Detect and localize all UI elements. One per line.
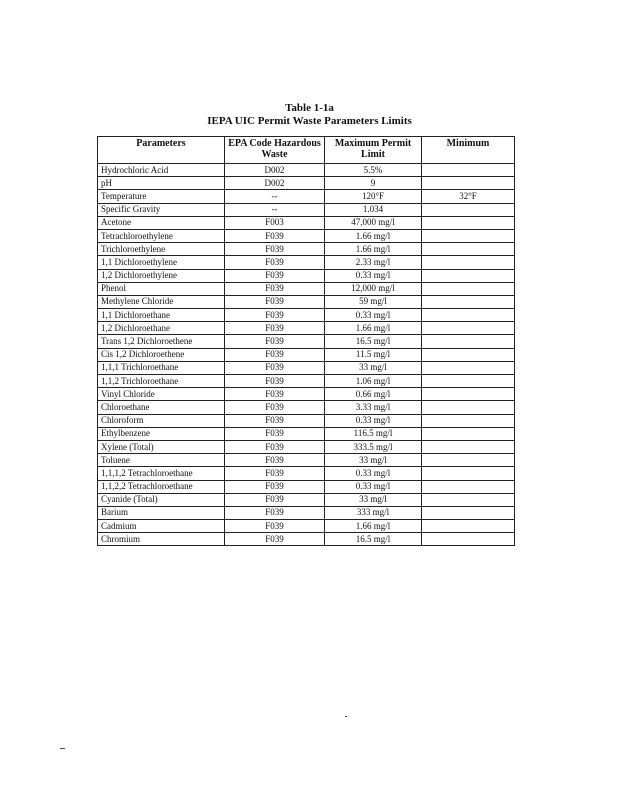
cell-maximum: 1.66 mg/l <box>325 229 422 242</box>
cell-minimum <box>422 467 515 480</box>
header-epa-code: EPA Code Hazardous Waste <box>225 137 325 164</box>
cell-epa-code: F039 <box>225 348 325 361</box>
cell-epa-code: F039 <box>225 375 325 388</box>
cell-maximum: 3.33 mg/l <box>325 401 422 414</box>
cell-parameter: Temperature <box>98 190 225 203</box>
table-row <box>98 229 515 242</box>
cell-maximum: 0.33 mg/l <box>325 414 422 427</box>
cell-maximum: 0.33 mg/l <box>325 309 422 322</box>
cell-maximum: 116.5 mg/l <box>325 427 422 440</box>
table-row <box>98 401 515 414</box>
cell-minimum <box>422 256 515 269</box>
cell-epa-code: -- <box>225 190 325 203</box>
permit-limits-table <box>97 136 515 546</box>
cell-epa-code: F039 <box>225 322 325 335</box>
cell-maximum: 59 mg/l <box>325 295 422 308</box>
cell-parameter: Chloroform <box>98 414 225 427</box>
table-row <box>98 440 515 453</box>
cell-maximum: 0.33 mg/l <box>325 269 422 282</box>
cell-parameter: Acetone <box>98 216 225 229</box>
table-number: Table 1-1a <box>285 102 334 114</box>
table-row <box>98 467 515 480</box>
cell-minimum <box>422 203 515 216</box>
header-minimum: Minimum <box>422 137 515 164</box>
cell-parameter: Chloroethane <box>98 401 225 414</box>
cell-minimum <box>422 440 515 453</box>
cell-epa-code: F003 <box>225 216 325 229</box>
table-row <box>98 190 515 203</box>
cell-maximum: 33 mg/l <box>325 361 422 374</box>
cell-minimum <box>422 401 515 414</box>
cell-parameter: 1,1,2 Trichloroethane <box>98 375 225 388</box>
cell-parameter: Xylene (Total) <box>98 440 225 453</box>
cell-minimum <box>422 375 515 388</box>
cell-minimum <box>422 361 515 374</box>
cell-epa-code: F039 <box>225 480 325 493</box>
cell-parameter: Cis 1,2 Dichloroethene <box>98 348 225 361</box>
table-row <box>98 203 515 216</box>
cell-epa-code: F039 <box>225 335 325 348</box>
cell-parameter: Ethylbenzene <box>98 427 225 440</box>
table-row <box>98 427 515 440</box>
cell-epa-code: F039 <box>225 427 325 440</box>
table-row <box>98 243 515 256</box>
cell-epa-code: F039 <box>225 414 325 427</box>
cell-epa-code: F039 <box>225 467 325 480</box>
cell-epa-code: F039 <box>225 269 325 282</box>
cell-parameter: Toluene <box>98 454 225 467</box>
table-row <box>98 335 515 348</box>
table-body <box>98 164 515 546</box>
cell-parameter: 1,1,1 Trichloroethane <box>98 361 225 374</box>
header-maximum: Maximum Permit Limit <box>325 137 422 164</box>
cell-maximum: 1.034 <box>325 203 422 216</box>
cell-minimum <box>422 506 515 519</box>
cell-parameter: Methylene Chloride <box>98 295 225 308</box>
table-row <box>98 493 515 506</box>
cell-maximum: 9 <box>325 177 422 190</box>
cell-minimum <box>422 229 515 242</box>
cell-maximum: 5.5% <box>325 164 422 177</box>
table-row <box>98 295 515 308</box>
cell-maximum: 120°F <box>325 190 422 203</box>
cell-minimum <box>422 309 515 322</box>
table-row <box>98 388 515 401</box>
cell-minimum <box>422 177 515 190</box>
cell-epa-code: F039 <box>225 454 325 467</box>
cell-parameter: Specific Gravity <box>98 203 225 216</box>
cell-epa-code: F039 <box>225 243 325 256</box>
cell-epa-code: F039 <box>225 520 325 533</box>
cell-minimum <box>422 533 515 546</box>
cell-maximum: 333 mg/l <box>325 506 422 519</box>
table-row <box>98 309 515 322</box>
cell-minimum <box>422 322 515 335</box>
cell-maximum: 2.33 mg/l <box>325 256 422 269</box>
table-row <box>98 533 515 546</box>
table-row <box>98 348 515 361</box>
cell-epa-code: -- <box>225 203 325 216</box>
cell-maximum: 33 mg/l <box>325 454 422 467</box>
cell-epa-code: F039 <box>225 533 325 546</box>
cell-epa-code: D002 <box>225 177 325 190</box>
cell-minimum <box>422 282 515 295</box>
cell-parameter: 1,1,1,2 Tetrachloroethane <box>98 467 225 480</box>
table-row <box>98 216 515 229</box>
cell-maximum: 33 mg/l <box>325 493 422 506</box>
table-row <box>98 506 515 519</box>
table-row <box>98 361 515 374</box>
cell-epa-code: F039 <box>225 309 325 322</box>
cell-parameter: Chromium <box>98 533 225 546</box>
cell-minimum <box>422 164 515 177</box>
table-row <box>98 375 515 388</box>
table-row <box>98 269 515 282</box>
cell-maximum: 1.66 mg/l <box>325 520 422 533</box>
cell-maximum: 0.33 mg/l <box>325 467 422 480</box>
cell-minimum <box>422 427 515 440</box>
cell-maximum: 1.06 mg/l <box>325 375 422 388</box>
cell-maximum: 0.66 mg/l <box>325 388 422 401</box>
header-parameters: Parameters <box>98 137 225 164</box>
cell-epa-code: F039 <box>225 506 325 519</box>
cell-parameter: Hydrochloric Acid <box>98 164 225 177</box>
cell-maximum: 1.66 mg/l <box>325 243 422 256</box>
cell-parameter: 1,2 Dichloroethylene <box>98 269 225 282</box>
cell-minimum: 32°F <box>422 190 515 203</box>
cell-minimum <box>422 269 515 282</box>
cell-maximum: 16.5 mg/l <box>325 533 422 546</box>
cell-maximum: 1.66 mg/l <box>325 322 422 335</box>
cell-minimum <box>422 454 515 467</box>
cell-parameter: Barium <box>98 506 225 519</box>
cell-minimum <box>422 295 515 308</box>
cell-epa-code: F039 <box>225 229 325 242</box>
cell-minimum <box>422 480 515 493</box>
table-header-row <box>98 137 515 164</box>
cell-epa-code: F039 <box>225 256 325 269</box>
cell-parameter: 1,2 Dichloroethane <box>98 322 225 335</box>
table-row <box>98 282 515 295</box>
scan-mark <box>60 748 65 749</box>
cell-maximum: 16.5 mg/l <box>325 335 422 348</box>
cell-parameter: pH <box>98 177 225 190</box>
cell-parameter: Tetrachloroethylene <box>98 229 225 242</box>
table-row <box>98 256 515 269</box>
table-row <box>98 164 515 177</box>
cell-maximum: 47,000 mg/l <box>325 216 422 229</box>
cell-epa-code: F039 <box>225 295 325 308</box>
table-row <box>98 454 515 467</box>
cell-minimum <box>422 493 515 506</box>
cell-maximum: 333.5 mg/l <box>325 440 422 453</box>
cell-parameter: Trans 1,2 Dichloroethene <box>98 335 225 348</box>
cell-maximum: 11.5 mg/l <box>325 348 422 361</box>
cell-parameter: 1,1 Dichloroethylene <box>98 256 225 269</box>
cell-epa-code: F039 <box>225 440 325 453</box>
cell-minimum <box>422 414 515 427</box>
cell-minimum <box>422 243 515 256</box>
cell-minimum <box>422 335 515 348</box>
cell-epa-code: F039 <box>225 388 325 401</box>
table-row <box>98 414 515 427</box>
scan-mark <box>345 716 347 717</box>
cell-parameter: Cadmium <box>98 520 225 533</box>
table-row <box>98 177 515 190</box>
cell-parameter: 1,1,2,2 Tetrachloroethane <box>98 480 225 493</box>
cell-minimum <box>422 520 515 533</box>
cell-minimum <box>422 348 515 361</box>
cell-parameter: 1,1 Dichloroethane <box>98 309 225 322</box>
cell-minimum <box>422 388 515 401</box>
cell-maximum: 0.33 mg/l <box>325 480 422 493</box>
cell-epa-code: F039 <box>225 493 325 506</box>
cell-parameter: Trichloroethylene <box>98 243 225 256</box>
table-title: IEPA UIC Permit Waste Parameters Limits <box>207 115 412 127</box>
cell-epa-code: F039 <box>225 361 325 374</box>
cell-epa-code: F039 <box>225 282 325 295</box>
cell-minimum <box>422 216 515 229</box>
cell-parameter: Vinyl Chloride <box>98 388 225 401</box>
cell-epa-code: D002 <box>225 164 325 177</box>
table-row <box>98 322 515 335</box>
cell-maximum: 12,000 mg/l <box>325 282 422 295</box>
cell-epa-code: F039 <box>225 401 325 414</box>
table-row <box>98 480 515 493</box>
cell-parameter: Phenol <box>98 282 225 295</box>
table-row <box>98 520 515 533</box>
cell-parameter: Cyanide (Total) <box>98 493 225 506</box>
